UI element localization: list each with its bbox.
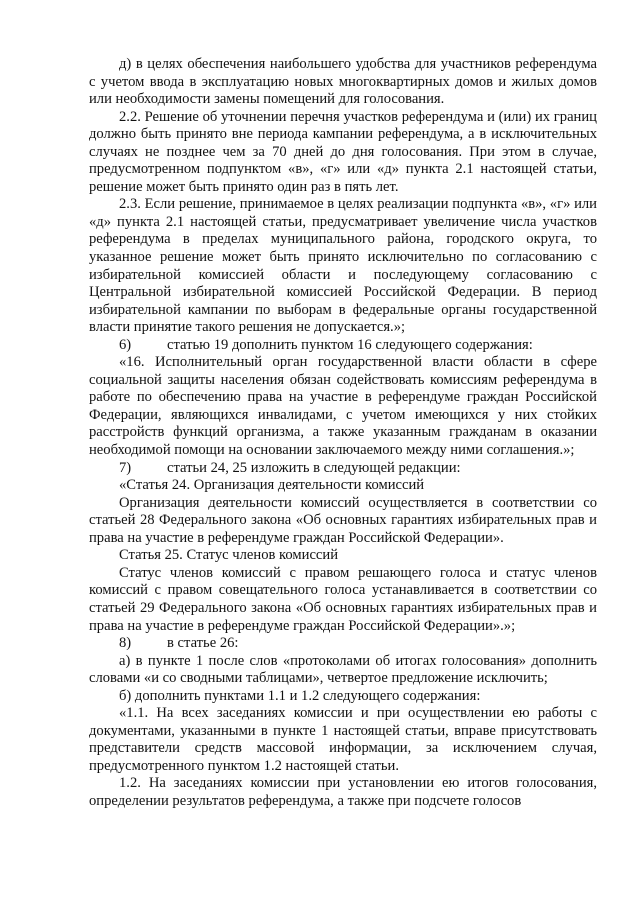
item-text: статьи 24, 25 изложить в следующей редакции: — [167, 459, 461, 476]
item-number: 7) — [119, 459, 132, 476]
article-25-heading: Статья 25. Статус членов комиссий — [119, 547, 339, 564]
paragraph-subpoint-d: д) в целях обеспечения наибольшего удобства для участников референдума с учетом ввода в эксплуатацию новых многоквартирных домов и жилых домов или необходимости замены помещений для голосования. — [89, 56, 597, 108]
item-text: в статье 26: — [167, 635, 239, 652]
paragraph-subpoint-b: б) дополнить пунктами 1.1 и 1.2 следующего содержания: — [119, 687, 481, 704]
article-24-body: Организация деятельности комиссий осуществляется в соответствии со статьей 28 Федерального закона «Об основных гарантиях избирательных прав и права на участие в референдуме граждан Российской Федерации». — [89, 494, 597, 546]
item-number: 6) — [119, 336, 132, 353]
article-24-heading: «Статья 24. Организация деятельности комиссий — [119, 477, 425, 494]
paragraph-point-1-1: «1.1. На всех заседаниях комиссии и при осуществлении ею работы с документами, указанными в пункте 1 настоящей статьи, вправе присутствовать представители средств массовой информации, за исключением случая, предусмотренного пунктом 1.2 настоящей статьи. — [89, 705, 597, 774]
list-item-7 — [89, 460, 597, 478]
item-text: статью 19 дополнить пунктом 16 следующего содержания: — [167, 336, 533, 353]
article-25-body: Статус членов комиссий с правом решающего голоса и статус членов комиссий с правом совещательного голоса устанавливается в соответствии со статьей 29 Федерального закона «Об основных гарантиях избирательных прав и права на участие в референдуме граждан Российской Федерации».»; — [89, 564, 597, 634]
paragraph-subpoint-a: а) в пункте 1 после слов «протоколами об итогах голосования» дополнить словами «и со сводными таблицами», четвертое предложение исключить; — [89, 652, 597, 687]
item-number: 8) — [119, 635, 132, 652]
paragraph-point-16: «16. Исполнительный орган государственной власти области в сфере социальной защиты населения обязан содействовать комиссиям референдума в работе по обеспечению права на участие в референдуме граждан Российской Федерации, являющихся инвалидами, с учетом имеющихся у них стойких расстройств функций организма, а также указанным гражданам в оказании необходимой помощи на основании заключаемого между ними соглашения.»; — [89, 354, 597, 459]
paragraph-2-2: 2.2. Решение об уточнении перечня участков референдума и (или) их границ должно быть принято вне периода кампании референдума, а в исключительных случаях не позднее чем за 70 дней до дня голосования. При этом в случае, предусмотренном подпунктом «в», «г» или «д» пункта 2.1 настоящей статьи, решение может быть принято один раз в пять лет. — [89, 108, 597, 195]
list-item-6 — [89, 337, 597, 355]
list-item-8 — [89, 635, 597, 653]
paragraph-2-3: 2.3. Если решение, принимаемое в целях реализации подпункта «в», «г» или «д» пункта 2.1 настоящей статьи, предусматривает увеличение числа участков референдума в пределах муниципального района, городского округа, то указанное решение может быть принято исключительно по согласованию с избирательной комиссией области и последующему согласованию с Центральной избирательной комиссией Российской Федерации. В период избирательной кампании по выборам в федеральные органы государственной власти принятие такого решения не допускается.»; — [89, 196, 597, 336]
paragraph-point-1-2: 1.2. На заседаниях комиссии при установлении ею итогов голосования, определении результатов референдума, а также при подсчете голосов — [89, 775, 597, 809]
